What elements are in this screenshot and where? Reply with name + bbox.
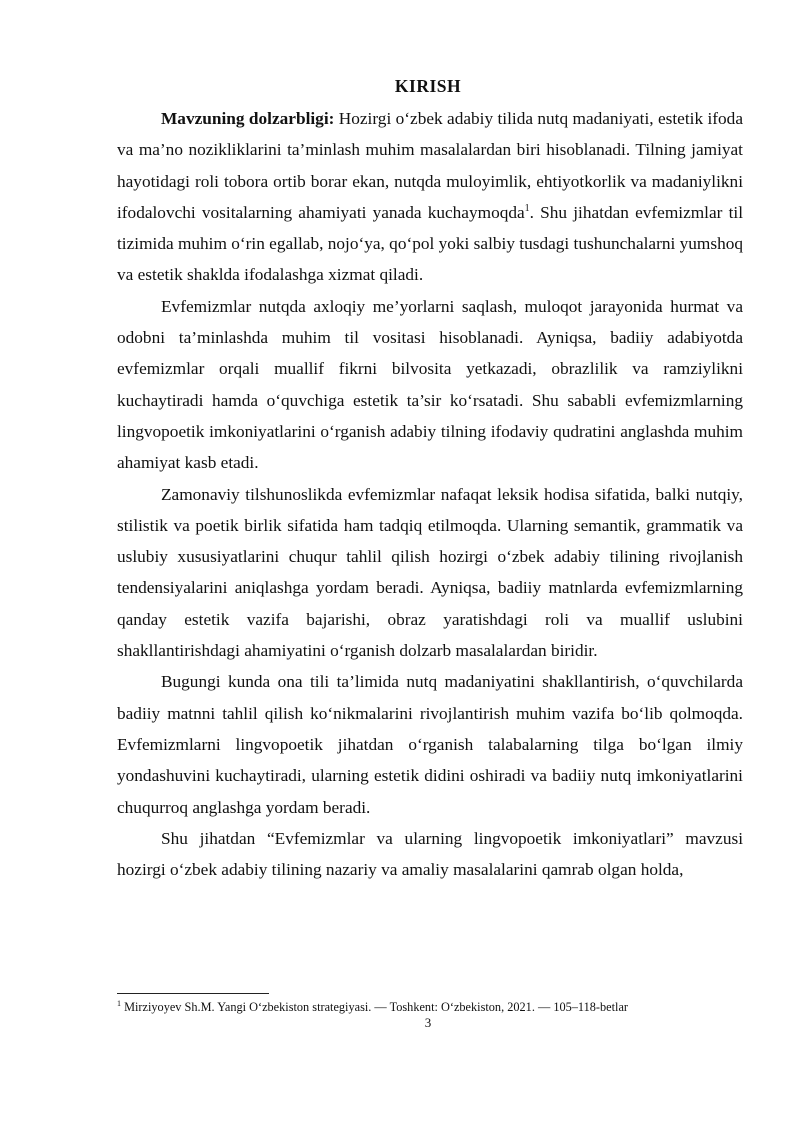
footnote-text: Mirziyoyev Sh.M. Yangi O‘zbekiston strategiyasi. — Toshkent: O‘zbekiston, 2021. — 105–118-betlar <box>121 1000 629 1014</box>
paragraph-text: Hozirgi o‘zbek adabiy tilida nutq madaniyati, estetik ifoda va ma’no nozikliklarini ta’minlash muhim masalalardan biri hisoblanadi. Tilning jamiyat hayotidagi roli tobora ortib borar ekan, nutqda muloyimlik, ehtiyotkorlik va madaniylikni ifodalovchi vositalarning ahamiyati yanada kuchaymoqda <box>117 109 743 222</box>
footnote <box>117 999 743 1015</box>
paragraph-4: Bugungi kunda ona tili ta’limida nutq madaniyatini shakllantirish, o‘quvchilarda badiiy matnni tahlil qilish ko‘nikmalarini rivojlantirish muhim vazifa bo‘lib qolmoqda. Evfemizmlarni lingvopoetik jihatdan o‘rganish talabalarning tilga bo‘lgan ilmiy yondashuvini kuchaytiradi, ularning estetik didini oshiradi va badiiy nutq imkoniyatlarini chuqurroq anglashga yordam beradi. <box>117 672 743 817</box>
footnote-marker: 1 <box>117 998 121 1008</box>
footnote-reference[interactable]: 1 <box>524 203 530 215</box>
footnote-separator <box>117 993 269 994</box>
body-text <box>117 103 743 885</box>
paragraph-2: Evfemizmlar nutqda axloqiy me’yorlarni saqlash, muloqot jarayonida hurmat va odobni ta’minlashda muhim til vositasi hisoblanadi. Ayniqsa, badiiy adabiyotda evfemizmlar orqali muallif fikrni bilvosita yetkazadi, obrazlilik va ramziylikni kuchaytiradi hamda o‘quvchiga estetik ta’sir ko‘rsatadi. Shu sababli evfemizmlarning lingvopoetik imkoniyatlarini o‘rganish adabiy tilning ifodaviy qudratini anglashda muhim ahamiyat kasb etadi. <box>117 296 743 473</box>
paragraph-relevance <box>117 103 743 291</box>
paragraph-text: . Shu jihatdan evfemizmlar til tizimida muhim o‘rin egallab, nojo‘ya, qo‘pol yoki salbiy tusdagi tushunchalarni yumshoq va estetik shaklda ifodalashga xizmat qiladi. <box>117 202 743 285</box>
relevance-label: Mavzuning dolzarbligi: <box>161 109 335 128</box>
paragraph-5: Shu jihatdan “Evfemizmlar va ularning lingvopoetik imkoniyatlari” mavzusi hozirgi o‘zbek adabiy tilining nazariy va amaliy masalalarini qamrab olgan holda, <box>117 828 743 880</box>
section-title: KIRISH <box>394 76 462 96</box>
paragraph-3: Zamonaviy tilshunoslikda evfemizmlar nafaqat leksik hodisa sifatida, balki nutqiy, stilistik va poetik birlik sifatida ham tadqiq etilmoqda. Ularning semantik, grammatik va uslubiy xususiyatlarini chuqur tahlil qilish hozirgi o‘zbek adabiy tilining rivojlanish tendensiyalarini aniqlashga yordam beradi. Ayniqsa, badiiy matnlarda evfemizmlarning qanday estetik vazifa bajarishi, obraz yaratishdagi roli va muallif uslubini shakllantirishdagi ahamiyatini o‘rganish dolzarb masalalardan biridir. <box>117 484 743 661</box>
page-number: 3 <box>424 1015 432 1030</box>
